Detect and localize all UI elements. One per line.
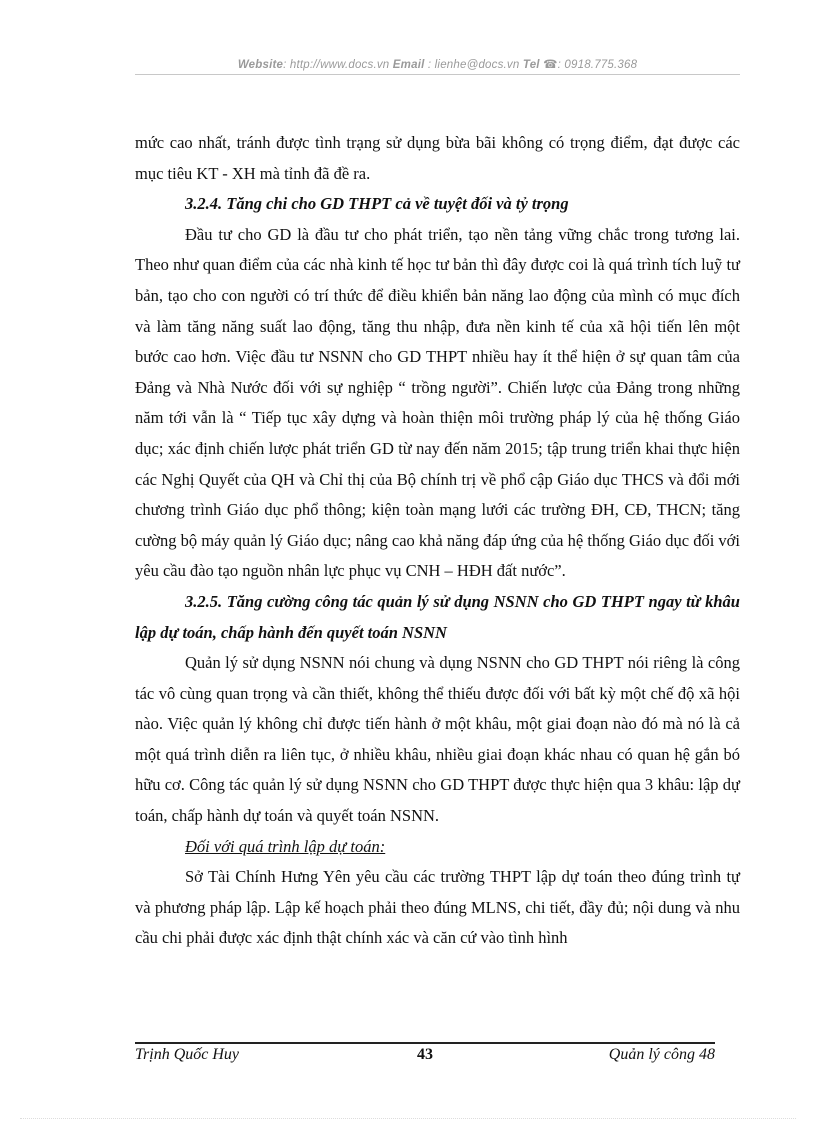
tel-label: Tel	[522, 59, 540, 71]
footer-divider	[135, 1042, 715, 1044]
header-divider	[135, 74, 740, 75]
page-number: 43	[417, 1046, 433, 1063]
tel-value: : 0918.775.368	[557, 59, 638, 71]
page-header	[135, 57, 740, 71]
website-link[interactable]: : http://www.docs.vn	[283, 59, 390, 71]
document-body	[135, 128, 740, 954]
page-edge	[20, 1118, 796, 1119]
paragraph-finance-dept: Sở Tài Chính Hưng Yên yêu cầu các trường THPT lập dự toán theo đúng trình tự và phương pháp lập. Lập kế hoạch phải theo đúng MLNS, chi tiết, đầy đủ; nội dung và nhu cầu chi phải được xác định thật chính xác và căn cứ vào tình hình	[135, 867, 740, 948]
email-link[interactable]: : lienhe@docs.vn	[427, 59, 520, 71]
page-footer	[135, 1046, 715, 1070]
footer-author: Trịnh Quốc Huy	[135, 1046, 239, 1063]
phone-icon: ☎	[543, 59, 558, 71]
paragraph-investment: Đầu tư cho GD là đầu tư cho phát triển, tạo nền tảng vững chắc trong tương lai. Theo như quan điểm của các nhà kinh tế học tư bản thì đây được coi là quá trình tích luỹ tư bản, tạo cho con người có trí thức để điều khiển bản năng lao động của mình có mục đích và làm tăng năng suất lao động, tăng thu nhập, đưa nền kinh tế của xã hội tiến lên một bước cao hơn. Việc đầu tư NSNN cho GD THPT nhiều hay ít thể hiện ở sự quan tâm của Đảng và Nhà Nước đối với sự nghiệp “ trồng người”. Chiến lược của Đảng trong những năm tới vẫn là “ Tiếp tục xây dựng và hoàn thiện môi trường pháp lý của hệ thống Giáo dục; xác định chiến lược phát triển GD từ nay đến năm 2015; tập trung triển khai thực hiện các Nghị Quyết của QH và Chỉ thị của Bộ chính trị về phổ cập Giáo dục THCS và đổi mới chương trình Giáo dục phổ thông; kiện toàn mạng lưới các trường ĐH, CĐ, THCN; tăng cường bộ máy quản lý Giáo dục; nâng cao khả năng đáp ứng của hệ thống Giáo dục đối với yêu cầu đào tạo nguồn nhân lực phục vụ CNH – HĐH đất nước”.	[135, 224, 740, 581]
section-heading-3-2-5: 3.2.5. Tăng cường công tác quản lý sử dụng NSNN cho GD THPT ngay từ khâu lập dự toán, chấp hành đến quyết toán NSNN	[135, 591, 740, 642]
website-label: Website	[237, 59, 284, 71]
email-label: Email	[392, 59, 425, 71]
paragraph-management: Quản lý sử dụng NSNN nói chung và dụng NSNN cho GD THPT nói riêng là công tác vô cùng quan trọng và cần thiết, không thể thiếu được đối với bất kỳ một chế độ xã hội nào. Việc quản lý không chỉ được tiến hành ở một khâu, một giai đoạn nào đó mà nó là cả một quá trình diễn ra liên tục, ở nhiều khâu, nhiều giai đoạn khác nhau có quan hệ gắn bó hữu cơ. Công tác quản lý sử dụng NSNN cho GD THPT được thực hiện qua 3 khâu: lập dự toán, chấp hành dự toán và quyết toán NSNN.	[135, 653, 740, 826]
paragraph-continuation: mức cao nhất, tránh được tình trạng sử dụng bừa bãi không có trọng điểm, đạt được các mục tiêu KT - XH mà tỉnh đã đề ra.	[135, 133, 740, 183]
subheading-budget-planning: Đối với quá trình lập dự toán:	[185, 836, 386, 856]
footer-class: Quản lý công 48	[608, 1046, 715, 1063]
section-heading-3-2-4: 3.2.4. Tăng chi cho GD THPT cả về tuyệt đối và tỷ trọng	[185, 194, 569, 214]
subheading-line	[135, 832, 740, 863]
